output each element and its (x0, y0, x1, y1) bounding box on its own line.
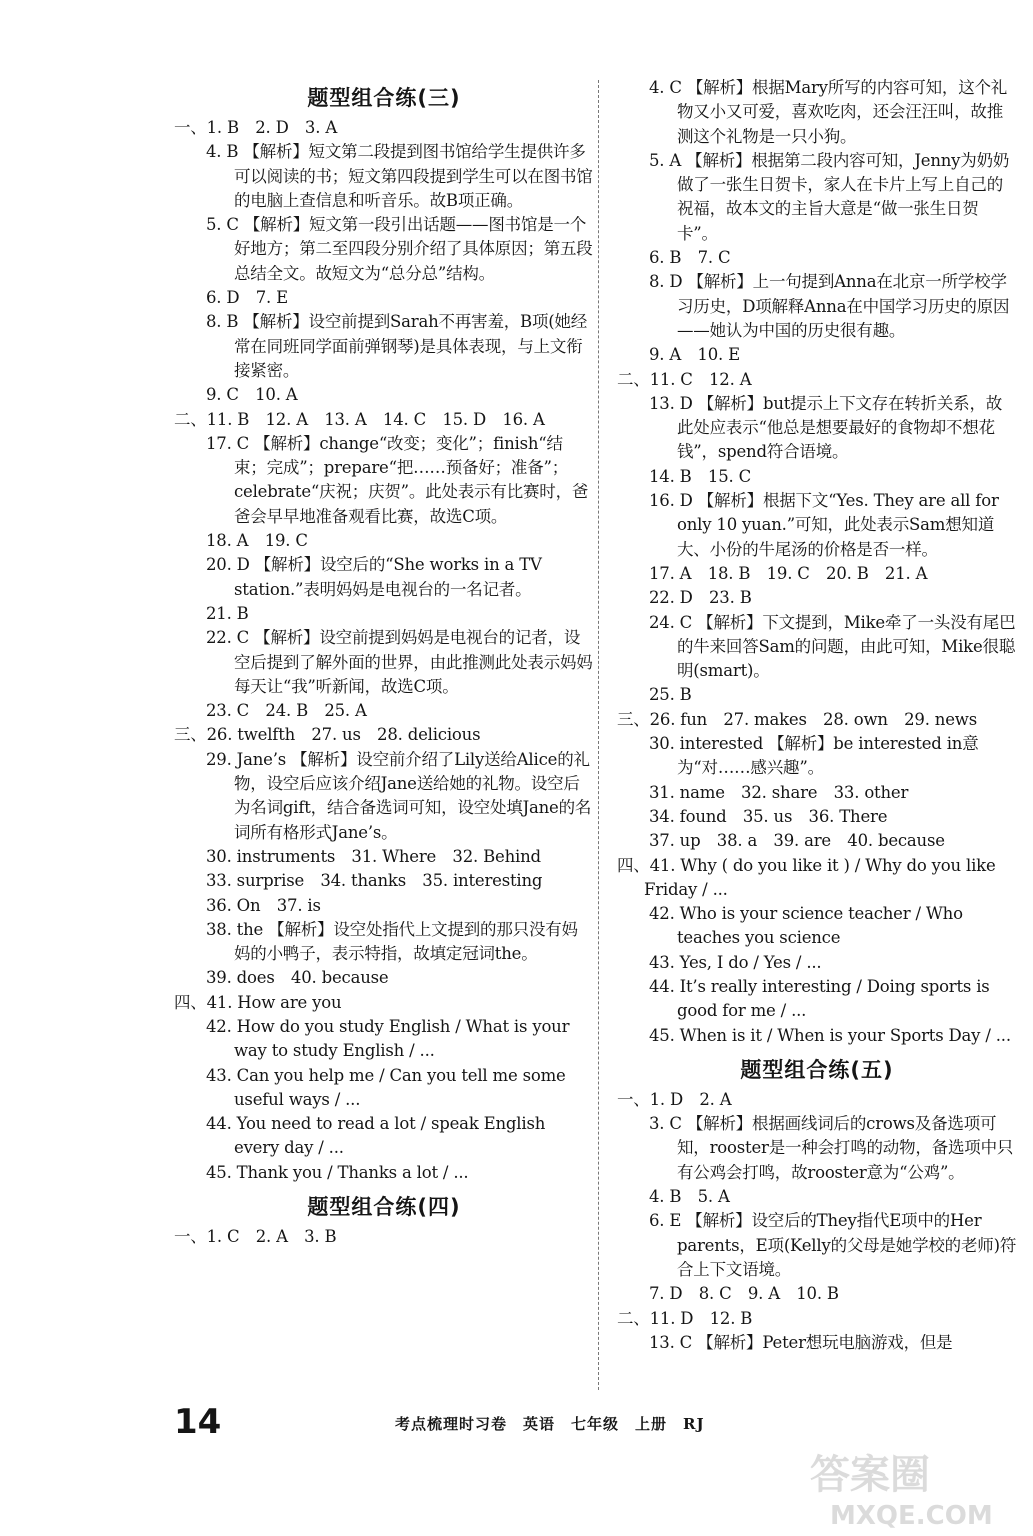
answer-item: 42. How do you study English / What is your way to study English / ... (206, 1016, 575, 1061)
answer-group: 一、1. B 2. D 3. A (174, 118, 338, 137)
watermark-line-2: MXQE.COM (830, 1501, 993, 1530)
section-title: 题型组合练(三) (307, 86, 461, 110)
answer-item: 7. D 8. C 9. A 10. B (649, 1284, 839, 1304)
answer-item: 25. B (649, 685, 692, 705)
answer-group: 二、11. B 12. A 13. A 14. C 15. D 16. A (174, 409, 545, 429)
answer-item: 21. B (206, 603, 249, 623)
answer-group: 一、1. C 2. A 3. B (174, 1227, 337, 1247)
section-title: 题型组合练(五) (740, 1057, 894, 1082)
answer-group: 四、41. Why ( do you like it ) / Why do you like Friday / ... (617, 855, 1001, 899)
answer-item: 30. interested 【解析】be interested in意为“对……感兴趣”。 (649, 734, 979, 778)
answer-item: 9. A 10. E (649, 345, 740, 365)
right-column (617, 76, 1017, 1355)
answer-item: 38. the 【解析】设空处指代上文提到的那只没有妈妈的小鸭子，表示特指，故填定冠词the。 (206, 919, 578, 964)
answer-item: 34. found 35. us 36. There (649, 806, 888, 826)
answer-item: 45. When is it / When is your Sports Day / ... (649, 1025, 1011, 1045)
answer-item: 29. Jane’s 【解析】设空前介绍了Lily送给Alice的礼物，设空后应该介绍Jane送给她的礼物。设空后为名词gift，结合备选词可知，设空处填Jane的名词所有格形式Jane’s。 (206, 749, 592, 842)
watermark-line-1: 答案圈 (810, 1452, 930, 1498)
answer-item: 36. On 37. is (206, 895, 321, 915)
answer-item: 44. You need to read a lot / speak English every day / ... (206, 1114, 551, 1158)
answer-item: 17. C 【解析】change“改变；变化”；finish“结束；完成”；prepare“把……预备好；准备”；celebrate“庆祝；庆贺”。此处表示有比赛时，爸爸会早早地准备观看比赛，故选C项。 (206, 433, 589, 526)
answer-item: 16. D 【解析】根据下文“Yes. They are all for only 10 yuan.”可知，此处表示Sam想知道大、小份的牛尾汤的价格是否一样。 (649, 491, 1004, 559)
answer-item: 8. B 【解析】设空前提到Sarah不再害羞，B项(她经常在同班同学面前弹钢琴)是具体表现，与上文衔接紧密。 (206, 312, 588, 380)
answer-item: 20. D 【解析】设空后的“She works in a TV station.”表明妈妈是电视台的一名记者。 (206, 555, 547, 599)
answer-item: 18. A 19. C (206, 531, 308, 551)
answer-item: 14. B 15. C (649, 466, 752, 486)
answer-group: 二、11. D 12. B (617, 1308, 753, 1328)
answer-group: 二、11. C 12. A (617, 369, 752, 389)
answer-item: 22. C 【解析】设空前提到妈妈是电视台的记者，设空后提到了解外面的世界，由此推测此处表示妈妈每天让“我”听新闻，故选C项。 (206, 628, 593, 696)
answer-group: 四、41. How are you (174, 992, 342, 1012)
answer-item: 9. C 10. A (206, 385, 298, 405)
answer-item: 43. Can you help me / Can you tell me some useful ways / ... (206, 1065, 571, 1109)
answer-group: 一、1. D 2. A (617, 1089, 732, 1109)
answer-item: 33. surprise 34. thanks 35. interesting (206, 871, 543, 891)
section-title: 题型组合练(四) (307, 1195, 461, 1220)
answer-item: 24. C 【解析】下文提到，Mike牵了一头没有尾巴的牛来回答Sam的问题，由此可知，Mike很聪明(smart)。 (649, 612, 1016, 681)
answer-item: 13. C 【解析】Peter想玩电脑游戏，但是 (649, 1332, 953, 1352)
answer-item: 43. Yes, I do / Yes / ... (649, 952, 822, 972)
answer-item: 6. D 7. E (206, 288, 288, 308)
answer-item: 6. E 【解析】设空后的They指代E项中的Her parents，E项(Kelly的父母是她学校的老师)符合上下文语境。 (649, 1211, 1017, 1279)
answer-item: 23. C 24. B 25. A (206, 701, 367, 721)
answer-item: 6. B 7. C (649, 248, 731, 268)
answer-item: 45. Thank you / Thanks a lot / ... (206, 1162, 469, 1182)
footer-book-info: 考点梳理时习卷 英语 七年级 上册 RJ (395, 1415, 705, 1433)
answer-item: 5. C 【解析】短文第一段引出话题——图书馆是一个好地方；第二至四段分别介绍了具体原因；第五段总结全文。故短文为“总分总”结构。 (206, 215, 593, 283)
answer-item: 13. D 【解析】but提示上下文存在转折关系，故此处应表示“他总是想要最好的食物却不想花钱”，spend符合语境。 (649, 393, 1003, 462)
page-number: 14 (174, 1402, 222, 1442)
answer-item: 42. Who is your science teacher / Who teaches you science (649, 904, 968, 948)
answer-item: 37. up 38. a 39. are 40. because (649, 831, 945, 851)
left-column (174, 76, 594, 1249)
answer-item: 44. It’s really interesting / Doing sports is good for me / ... (649, 976, 995, 1021)
answer-item: 4. B 【解析】短文第二段提到图书馆给学生提供许多可以阅读的书；短文第四段提到学生可以在图书馆的电脑上查信息和听音乐。故B项正确。 (206, 142, 593, 210)
answer-group: 三、26. fun 27. makes 28. own 29. news (617, 709, 977, 729)
answer-item: 3. C 【解析】根据画线词后的crows及备选项可知，rooster是一种会打鸣的动物，备选项中只有公鸡会打鸣，故rooster意为“公鸡”。 (649, 1114, 1014, 1182)
watermark-logo (790, 1440, 1025, 1530)
answer-group: 三、26. twelfth 27. us 28. delicious (174, 725, 481, 745)
answer-item: 17. A 18. B 19. C 20. B 21. A (649, 563, 928, 583)
answer-item: 39. does 40. because (206, 968, 389, 988)
answer-item: 4. C 【解析】根据Mary所写的内容可知，这个礼物又小又可爱，喜欢吃肉，还会汪汪叫，故推测这个礼物是一只小狗。 (649, 78, 1008, 146)
answer-item: 31. name 32. share 33. other (649, 782, 909, 802)
answer-item: 30. instruments 31. Where 32. Behind (206, 846, 541, 866)
answer-item: 4. B 5. A (649, 1187, 730, 1207)
answer-item: 8. D 【解析】上一句提到Anna在北京一所学校学习历史，D项解释Anna在中国学习历史的原因——她认为中国的历史很有趣。 (649, 272, 1010, 340)
answer-item: 5. A 【解析】根据第二段内容可知，Jenny为奶奶做了一张生日贺卡，家人在卡片上写上自己的祝福，故本文的主旨大意是“做一张生日贺卡”。 (649, 150, 1010, 243)
column-divider (598, 80, 599, 1390)
answer-item: 22. D 23. B (649, 588, 752, 608)
